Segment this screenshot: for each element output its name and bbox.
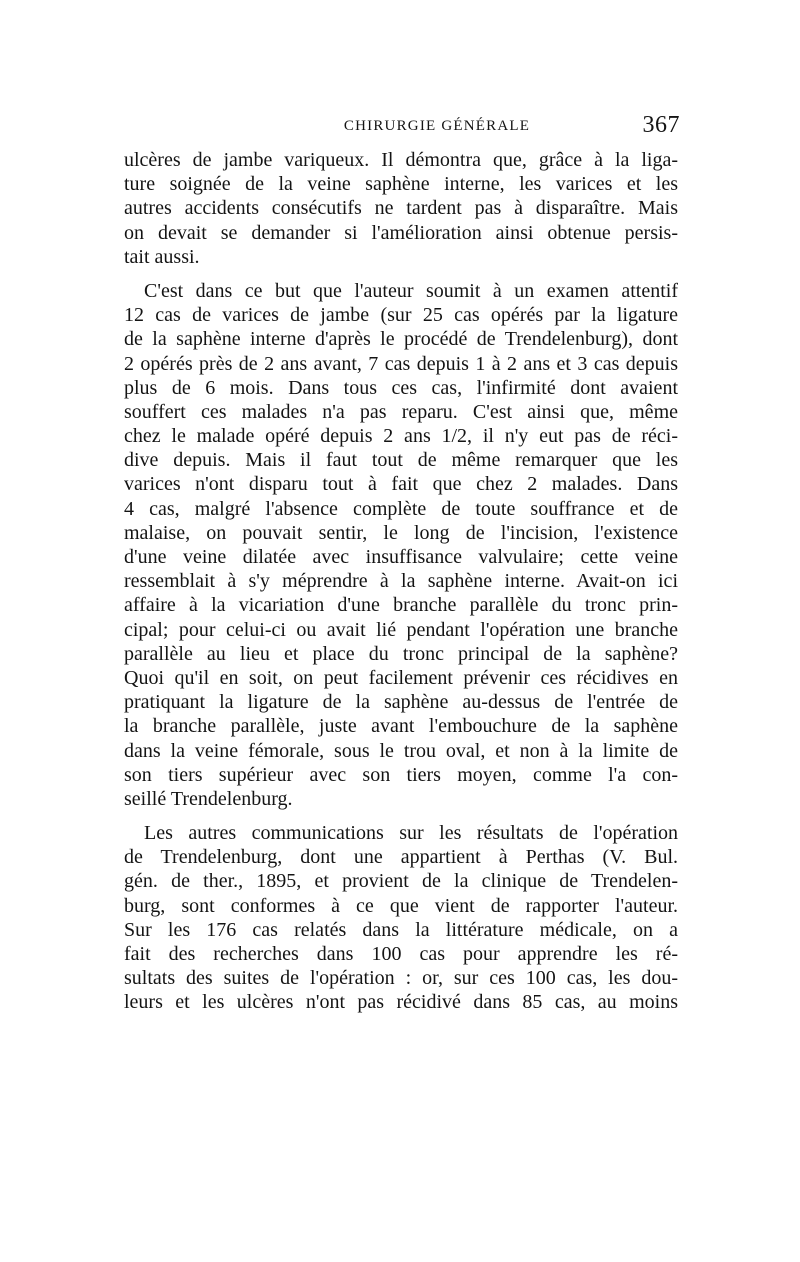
text-line: dans la veine fémorale, sous le trou oval, et non à la limite de <box>124 739 678 762</box>
text-line: autres accidents consécutifs ne tardent pas à disparaître. Mais <box>124 197 678 220</box>
text-line: seillé Trendelenburg. <box>124 787 293 810</box>
text-line: sultats des suites de l'opération : or, sur ces 100 cas, les dou- <box>124 967 678 990</box>
text-line: pratiquant la ligature de la saphène au-dessus de l'entrée de <box>124 691 678 714</box>
body-text <box>124 148 678 1015</box>
text-line: cipal; pour celui-ci ou avait lié pendant l'opération une branche <box>124 618 678 641</box>
text-line: affaire à la vicariation d'une branche parallèle du tronc prin- <box>124 594 678 617</box>
text-line: 12 cas de varices de jambe (sur 25 cas opérés par la ligature <box>124 304 678 327</box>
text-line: 2 opérés près de 2 ans avant, 7 cas depuis 1 à 2 ans et 3 cas depuis <box>124 352 678 375</box>
text-line: C'est dans ce but que l'auteur soumit à un examen attentif <box>144 279 678 302</box>
text-line: plus de 6 mois. Dans tous ces cas, l'infirmité dont avaient <box>124 376 678 399</box>
paragraph-1 <box>124 148 678 269</box>
running-title: CHIRURGIE GÉNÉRALE <box>343 118 531 134</box>
text-line: dive depuis. Mais il faut tout de même remarquer que les <box>124 449 678 472</box>
text-line: chez le malade opéré depuis 2 ans 1/2, il n'y eut pas de réci- <box>124 425 678 448</box>
text-line: souffert ces malades n'a pas reparu. C'est ainsi que, même <box>124 400 678 423</box>
text-line: d'une veine dilatée avec insuffisance valvulaire; cette veine <box>124 546 678 568</box>
text-line: Les autres communications sur les résultats de l'opération <box>144 822 678 845</box>
paragraph-3 <box>124 821 678 1015</box>
text-line: varices n'ont disparu tout à fait que chez 2 malades. Dans <box>124 473 678 496</box>
text-line: fait des recherches dans 100 cas pour apprendre les ré- <box>124 943 678 965</box>
text-line: parallèle au lieu et place du tronc principal de la saphène? <box>124 642 678 665</box>
text-line: burg, sont conformes à ce que vient de rapporter l'auteur. <box>124 894 678 917</box>
text-line: de la saphène interne d'après le procédé de Trendelenburg), dont <box>124 328 678 351</box>
page-header <box>124 112 680 142</box>
text-line: de Trendelenburg, dont une appartient à Perthas (V. Bul. <box>124 846 678 869</box>
text-line: Sur les 176 cas relatés dans la littérature médicale, on a <box>124 918 678 941</box>
text-line: Quoi qu'il en soit, on peut facilement prévenir ces récidives en <box>124 666 678 689</box>
text-line: ressemblait à s'y méprendre à la saphène interne. Avait-on ici <box>124 570 678 593</box>
text-line: leurs et les ulcères n'ont pas récidivé dans 85 cas, au moins <box>124 991 678 1014</box>
text-line: la branche parallèle, juste avant l'embouchure de la saphène <box>124 715 678 738</box>
paragraph-gap <box>124 269 678 279</box>
page-number: 367 <box>642 112 680 138</box>
text-line: son tiers supérieur avec son tiers moyen, comme l'a con- <box>124 763 678 786</box>
text-line: ture soignée de la veine saphène interne, les varices et les <box>124 173 678 196</box>
text-line: malaise, on pouvait sentir, le long de l'incision, l'existence <box>124 521 678 544</box>
text-line: on devait se demander si l'amélioration ainsi obtenue persis- <box>124 221 678 244</box>
text-line: tait aussi. <box>124 245 200 268</box>
text-line: 4 cas, malgré l'absence complète de toute souffrance et de <box>124 497 678 520</box>
paragraph-gap <box>124 811 678 821</box>
text-line: gén. de ther., 1895, et provient de la clinique de Trendelen- <box>124 870 678 893</box>
paragraph-2 <box>124 279 678 811</box>
text-line: ulcères de jambe variqueux. Il démontra que, grâce à la liga- <box>124 149 678 171</box>
